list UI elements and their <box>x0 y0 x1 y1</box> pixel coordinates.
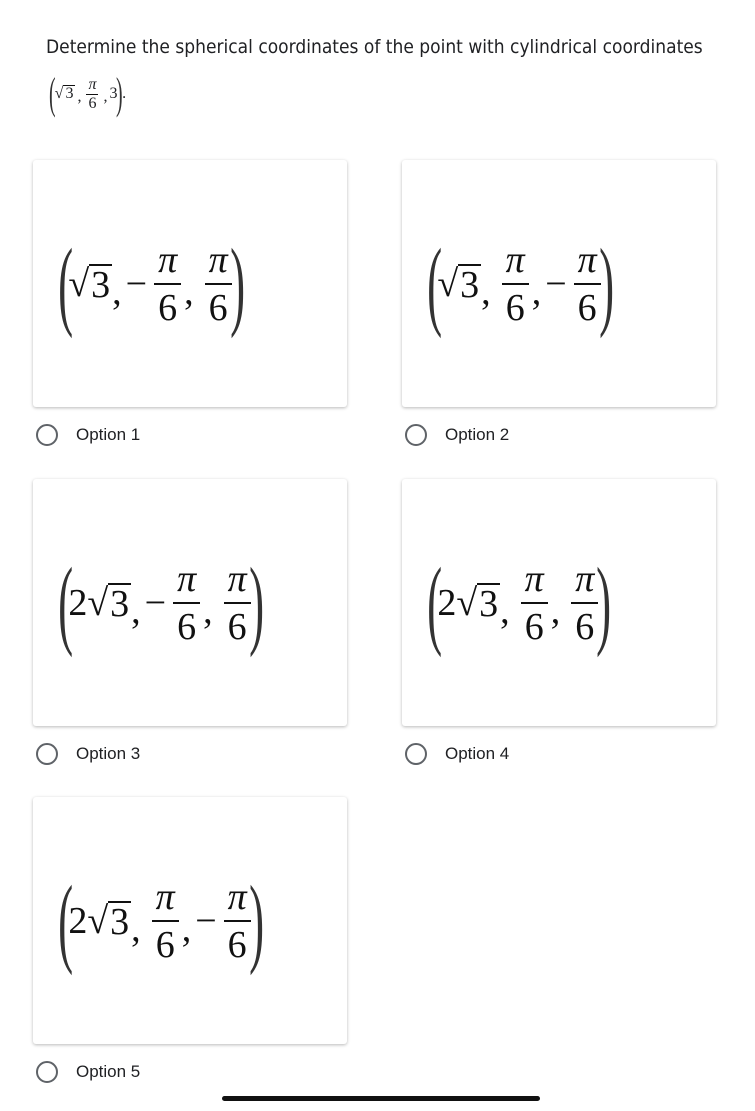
option-label: Option 4 <box>445 744 510 763</box>
option-1-image-card[interactable] <box>33 160 347 407</box>
home-indicator[interactable] <box>222 1096 540 1101</box>
comma: , <box>550 589 561 632</box>
comma: , <box>131 589 141 632</box>
comma: , <box>112 270 122 313</box>
root-sign: √ <box>87 581 109 624</box>
comma: , <box>181 907 192 950</box>
denominator: 6 <box>224 602 251 646</box>
denominator: 6 <box>152 920 179 964</box>
numerator: π <box>227 557 247 600</box>
z-value: 3 <box>109 85 118 102</box>
open-paren: ( <box>49 69 56 118</box>
comma: , <box>500 589 510 632</box>
radicand: 3 <box>460 263 480 306</box>
close-paren: ) <box>598 227 614 339</box>
option-5-image-card[interactable] <box>33 797 347 1044</box>
fraction <box>173 557 200 648</box>
fraction <box>502 238 529 329</box>
root-sign: √ <box>54 85 64 102</box>
option-2-choice[interactable] <box>405 424 509 446</box>
comma: , <box>103 88 108 105</box>
root-sign: √ <box>68 262 90 305</box>
close-paren: ) <box>596 546 612 658</box>
open-paren: ( <box>58 546 74 658</box>
denominator: 6 <box>571 602 598 646</box>
radio-button[interactable] <box>405 743 427 765</box>
coefficient: 2 <box>68 581 88 624</box>
radicand: 3 <box>479 582 499 625</box>
fraction <box>571 557 598 648</box>
root-sign: √ <box>87 899 109 942</box>
comma: , <box>77 88 82 105</box>
close-paren: ) <box>116 69 124 118</box>
option-label: Option 1 <box>76 425 141 444</box>
comma: , <box>184 270 194 313</box>
numerator: π <box>177 557 197 600</box>
comma: , <box>131 907 141 950</box>
sqrt <box>456 581 500 625</box>
fraction <box>574 238 601 329</box>
numerator: π <box>577 238 597 281</box>
numerator: π <box>155 875 175 918</box>
option-4-math <box>427 546 612 658</box>
open-paren: ( <box>58 227 74 339</box>
radicand: 3 <box>65 85 74 103</box>
sqrt <box>87 899 131 943</box>
option-4-choice[interactable] <box>405 743 509 765</box>
sign: − <box>195 899 217 942</box>
fraction <box>152 875 179 966</box>
root-sign: √ <box>437 262 459 305</box>
denominator: 6 <box>88 94 97 112</box>
denominator: 6 <box>521 602 548 646</box>
denominator: 6 <box>574 283 601 327</box>
option-2-image-card[interactable] <box>402 160 716 407</box>
sign: − <box>125 262 148 305</box>
coefficient: 2 <box>68 899 88 942</box>
radicand: 3 <box>110 900 130 943</box>
option-3-image-card[interactable] <box>33 479 347 726</box>
close-paren: ) <box>248 864 264 976</box>
fraction <box>224 557 251 648</box>
comma: , <box>481 270 491 313</box>
option-5-math <box>58 864 264 976</box>
radio-button[interactable] <box>36 424 58 446</box>
numerator: π <box>158 238 178 281</box>
option-5-choice[interactable] <box>36 1061 140 1083</box>
close-paren: ) <box>229 227 245 339</box>
option-4-image-card[interactable] <box>402 479 716 726</box>
option-3-choice[interactable] <box>36 743 140 765</box>
radicand: 3 <box>91 263 111 306</box>
open-paren: ( <box>58 864 74 976</box>
close-paren: ) <box>248 546 264 658</box>
radio-button[interactable] <box>36 1061 58 1083</box>
coefficient: 2 <box>437 581 457 624</box>
denominator: 6 <box>502 283 529 327</box>
option-1-math <box>58 227 245 339</box>
option-2-math <box>427 227 614 339</box>
fraction <box>521 557 548 648</box>
option-label: Option 3 <box>76 744 141 763</box>
numerator: π <box>524 557 544 600</box>
option-label: Option 2 <box>445 425 510 444</box>
fraction <box>86 76 98 113</box>
numerator: π <box>575 557 595 600</box>
sqrt <box>55 85 76 103</box>
comma: , <box>531 270 542 313</box>
numerator: π <box>208 238 228 281</box>
radio-button[interactable] <box>405 424 427 446</box>
fraction <box>224 875 251 966</box>
sqrt <box>68 262 112 306</box>
numerator: π <box>227 875 247 918</box>
radicand: 3 <box>110 582 130 625</box>
sign: − <box>144 581 167 624</box>
numerator: π <box>505 238 525 281</box>
period: . <box>122 85 127 102</box>
sqrt <box>437 262 481 306</box>
sign: − <box>545 262 567 305</box>
option-1-choice[interactable] <box>36 424 140 446</box>
open-paren: ( <box>427 227 443 339</box>
question-math <box>50 66 126 122</box>
denominator: 6 <box>205 283 232 327</box>
question-text: Determine the spherical coordinates of the point with cylindrical coordinates <box>46 36 703 58</box>
fraction <box>205 238 232 329</box>
option-label: Option 5 <box>76 1062 141 1081</box>
comma: , <box>203 589 213 632</box>
open-paren: ( <box>427 546 443 658</box>
denominator: 6 <box>154 283 181 327</box>
sqrt <box>87 581 131 625</box>
root-sign: √ <box>456 581 478 624</box>
option-3-math <box>58 546 264 658</box>
denominator: 6 <box>173 602 200 646</box>
numerator: π <box>88 75 97 93</box>
radio-button[interactable] <box>36 743 58 765</box>
fraction <box>154 238 181 329</box>
denominator: 6 <box>224 920 251 964</box>
